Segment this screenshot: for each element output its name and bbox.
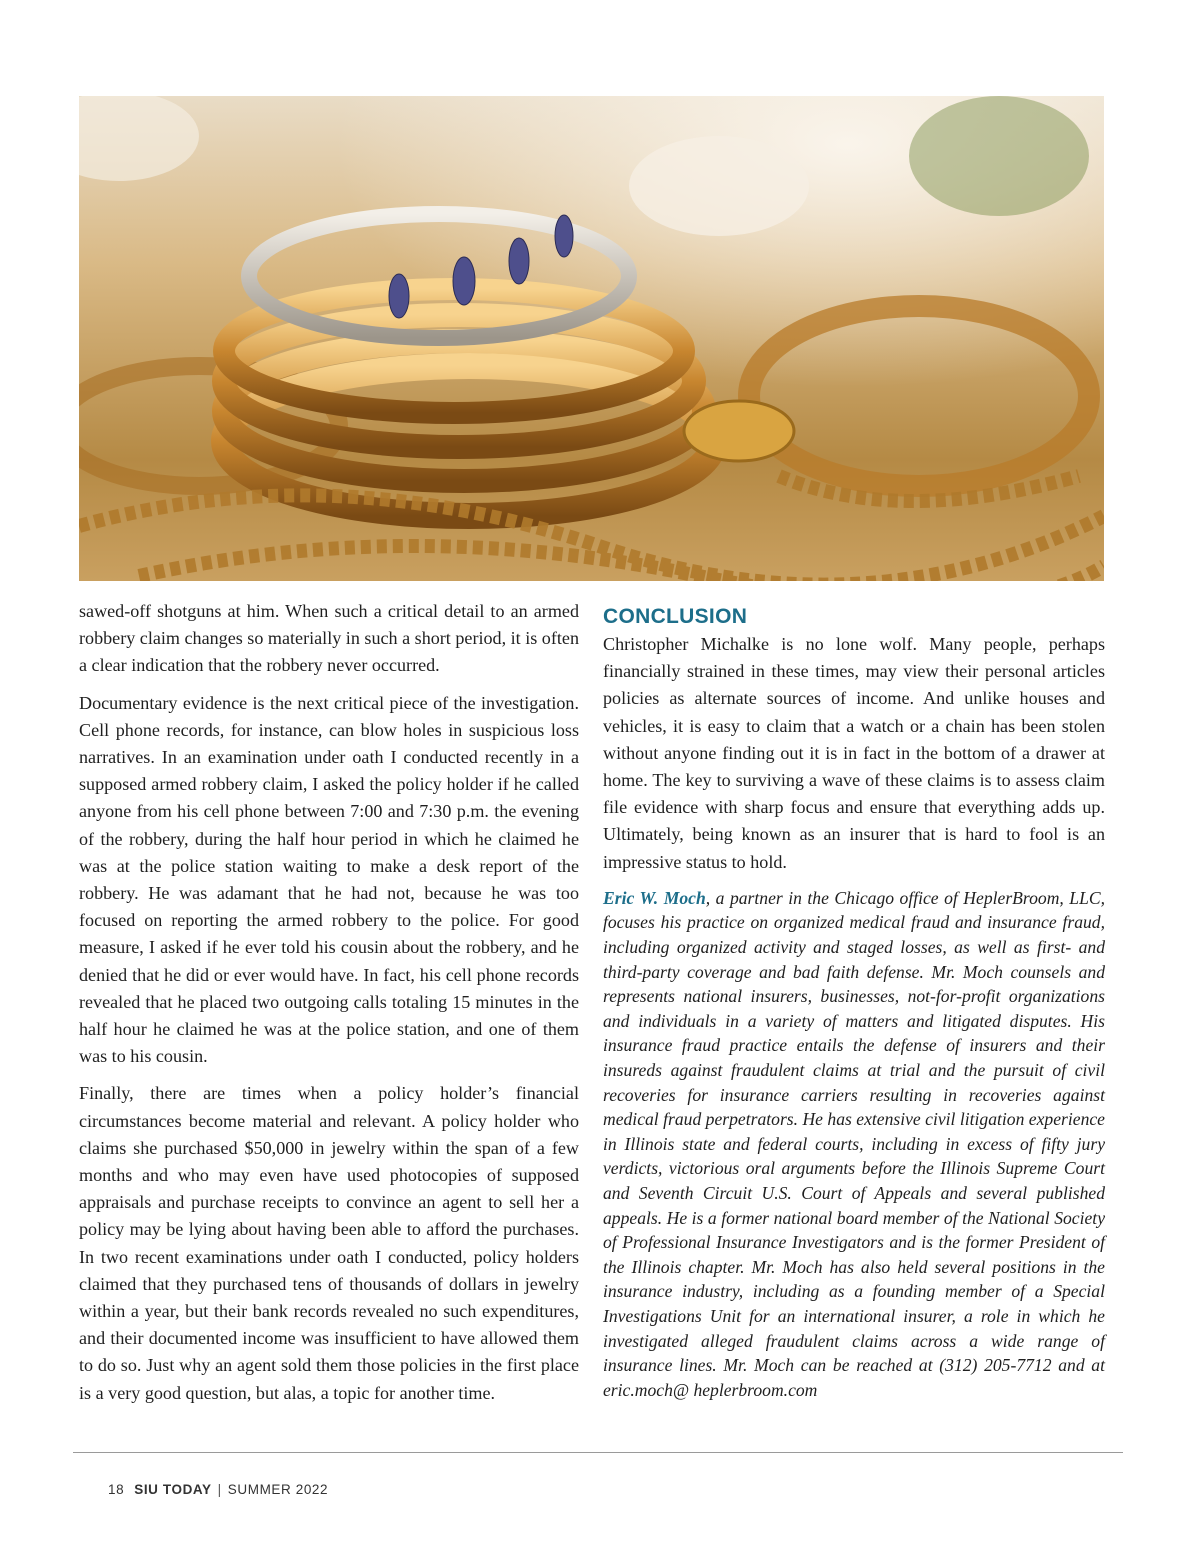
conclusion-heading: CONCLUSION [603, 605, 748, 628]
left-column [79, 598, 579, 1417]
issue-date: SUMMER 2022 [227, 1482, 329, 1497]
body-paragraph: Finally, there are times when a policy holder’s financial circumstances become material and relevant. A policy holder who claims she purchased $50,000 in jewelry within the span of a few months and who may even have used photocopies of supposed appraisals and purchase receipts to convince an agent to sell her a policy may be lying about having been able to afford the purchases. In two recent examinations under oath I conducted, policy holders claimed that they purchased tens of thousands of dollars in jewelry within a year, but their bank records revealed no such expenditures, and their documented income was insufficient to have allowed them to do so. Just why an agent sold them those policies in the first place is a very good question, but alas, a topic for another time. [79, 1083, 579, 1403]
body-paragraph: Documentary evidence is the next critical piece of the investigation. Cell phone records, for instance, can blow holes in suspicious loss narratives. In an examination under oath I conducted recently in a supposed armed robbery claim, I asked the policy holder if he called anyone from his cell phone between 7:00 and 7:30 p.m. the evening of the robbery, during the half hour period in which he claimed he was at the police station waiting to make a desk report of the robbery. He was adamant that he had not, because he was too focused on reporting the armed robbery to the police. For good measure, I asked if he ever told his cousin about the robbery, and he denied that he did or ever would have. In fact, his cell phone records revealed that he placed two outgoing calls totaling 15 minutes in the half hour he claimed he was at the police station, and one of them was to his cousin. [79, 692, 579, 1067]
right-column [603, 598, 1105, 1402]
page-number: 18 [108, 1482, 125, 1497]
body-paragraph: sawed-off shotguns at him. When such a critical detail to an armed robbery claim changes so materially in such a short period, it is often a clear indication that the robbery never occurred. [79, 601, 579, 676]
footer-separator: | [217, 1482, 222, 1497]
footer-divider [73, 1452, 1123, 1453]
author-name: Eric W. Moch [603, 887, 706, 908]
magazine-name: SIU TODAY [134, 1482, 212, 1497]
page-footer [108, 1482, 328, 1497]
jewelry-illustration [79, 96, 1104, 581]
author-bio-text: , a partner in the Chicago office of HeplerBroom, LLC, focuses his practice on organized medical fraud and insurance fraud, including organized activity and staged losses, as well as first- and third-party coverage and bad faith defense. Mr. Moch counsels and represents national insurers, businesses, not-for-profit organizations and individuals in a variety of matters and litigated disputes. His insurance fraud practice entails the defense of insurers and their insureds against fraudulent claims at trial and the pursuit of civil recoveries for insurance carriers resulting in recoveries against medical fraud perpetrators. He has extensive civil litigation experience in Illinois state and federal courts, including in excess of fifty jury verdicts, victorious oral arguments before the Illinois Supreme Court and Seventh Circuit U.S. Court of Appeals and several published appeals. He is a former national board member of the National Society of Professional Insurance Investigators and is the former President of the Illinois chapter. Mr. Moch has also held several positions in the insurance industry, including as a founding member of a Special Investigations Unit for an international insurer, a role in which he investigated alleged fraudulent claims across a wide range of insurance lines. Mr. Moch can be reached at (312) 205-7712 and at eric.moch@ heplerbroom.com [603, 887, 1106, 1400]
conclusion-paragraph: Christopher Michalke is no lone wolf. Many people, perhaps financially strained in these times, may view their personal articles policies as alternate sources of income. And unlike houses and vehicles, it is easy to claim that a watch or a chain has been stolen without anyone finding out it is in fact in the bottom of a drawer at home. The key to surviving a wave of these claims is to assess claim file evidence with sharp focus and ensure that everything adds up. Ultimately, being known as an insurer that is hard to fool is an impressive status to hold. [603, 634, 1105, 872]
jewelry-photo [79, 96, 1104, 581]
author-bio [603, 886, 1105, 1402]
